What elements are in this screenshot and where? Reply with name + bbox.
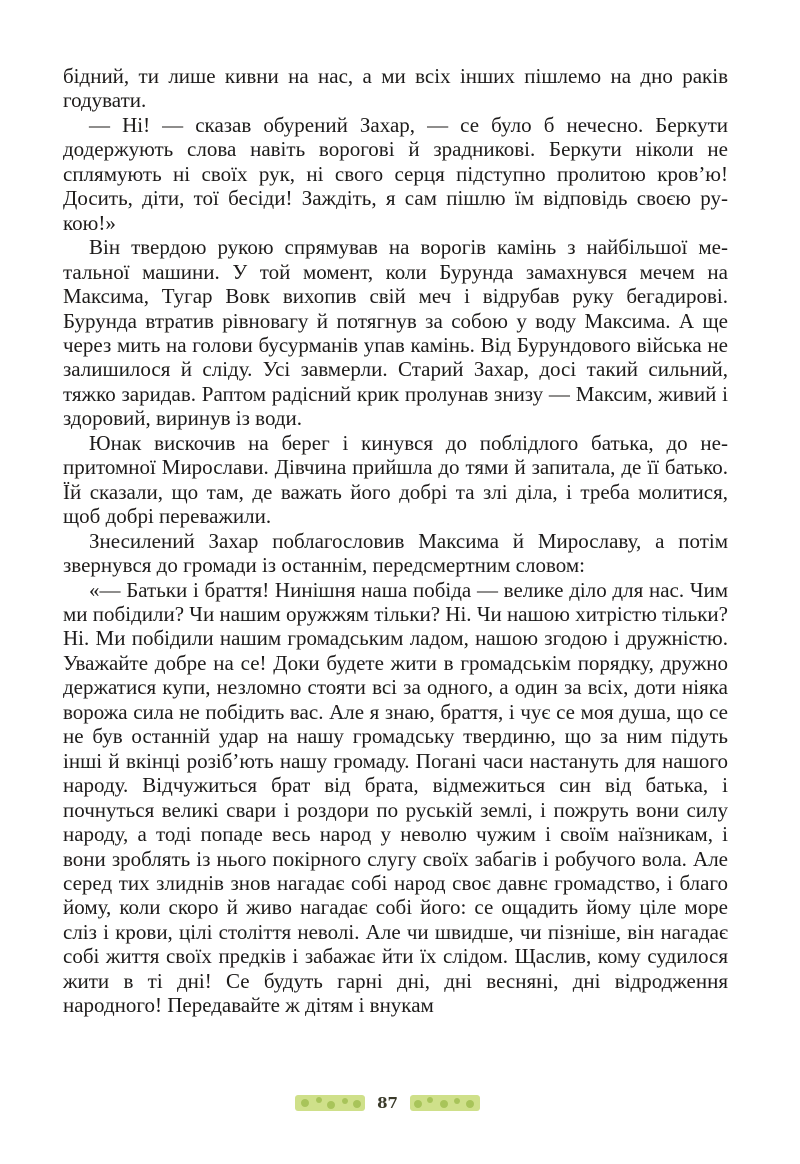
paragraph-6: «— Батьки і браття! Нинішня наша побіда — велике діло для нас. Чим ми побідили? Чи нашим оружжям тільки? Ні. Чи нашою хитрістю тільки? Ні. Ми побідили нашим громадським ладом, нашою згодою і дружністю. Уважайте добре на се! Доки будете жити в громадськім порядку, дружно держатися купи, незломно стояти всі за одного, а один за всіх, доти ніяка ворожа сила не побідить вас. Але я знаю, браття, і чує се моя душа, що се не був останній удар на нашу громадську твердиню, що за ним підуть інші й вкінці розіб’ють нашу громаду. Погані часи настануть для нашого народу. Відчужиться брат від брата, відмежиться син від батька, і почнуться великі свари і роздори по руській землі, і пожруть вони силу народу, а тоді попаде весь народ у неволю чужим і своїм наїзникам, і вони зроблять із нього покірного слугу своїх забагів і робучого вола. Але серед тих злиднів знов нагадає собі народ своє давнє громадство, і благо йому, коли скоро й живо нагадає собі його: се ощадить йому ціле море сліз і крови, цілі століття неволі. Але чи швидше, чи пізніше, він нагадає собі життя своїх предків і забажає йти їх слідом. Щаслив, кому судилося жити в ті дні! Се будуть гарні дні, дні весняні, дні відродження народного! Передавайте ж дітям і внукам — [63, 577, 728, 1018]
paragraph-1: бідний, ти лише кивни на нас, а ми всіх інших пішлемо на дно раків годувати. — [63, 64, 728, 113]
page-footer — [295, 1086, 480, 1120]
paragraph-4: Юнак вискочив на берег і кинувся до поблідлого батька, до непритомної Мирослави. Дівчина прийшла до тями й запитала, де її батько. Їй сказали, що там, де важать його добрі та злі діла, і треба молитися, щоб добрі переважили. — [63, 430, 728, 529]
left-ornament-dot — [316, 1097, 322, 1103]
left-ornament-dot — [301, 1099, 309, 1107]
left-ornament-dot — [353, 1100, 361, 1108]
right-ornament-dot — [440, 1100, 448, 1108]
paragraph-2: — Ні! — сказав обурений Захар, — се було б нечесно. Беркути додержують слова навіть ворогові й зрадникові. Беркути ніколи не сплямують ні своїх рук, ні свого серця підступно пролитою кров’ю! Досить, діти, тої бесіди! Заждіть, я сам пішлю їм відповідь своєю рукою!» — [63, 112, 728, 235]
page-number: 87 — [377, 1094, 398, 1112]
page-body — [63, 64, 728, 1018]
left-ornament-dot — [327, 1101, 335, 1109]
left-ornament-dot — [342, 1098, 348, 1104]
paragraph-5: Знесилений Захар поблагословив Максима й Мирославу, а потім звернувся до громади із останнім, передсмертним словом: — [63, 528, 728, 578]
right-ornament-dot — [427, 1097, 433, 1103]
right-ornament-icon — [410, 1092, 480, 1114]
right-ornament-dot — [466, 1100, 474, 1108]
paragraph-3: Він твердою рукою спрямував на ворогів камінь з найбільшої метальної машини. У той момент, коли Бурунда замахнувся мечем на Максима, Тугар Вовк вихопив свій меч і відрубав руку бегадирові. Бурунда втратив рівновагу й потягнув за собою у воду Максима. А ще через мить на голови бусурманів упав камінь. Від Бурундового війська не залишилося й сліду. Усі завмерли. Старий Захар, досі такий сильний, тяжко заридав. Раптом радісний крик пролунав знизу — Максим, живий і здоровий, виринув із води. — [63, 235, 728, 431]
right-ornament-dot — [414, 1100, 422, 1108]
left-ornament-icon — [295, 1092, 365, 1114]
right-ornament-dot — [454, 1098, 460, 1104]
